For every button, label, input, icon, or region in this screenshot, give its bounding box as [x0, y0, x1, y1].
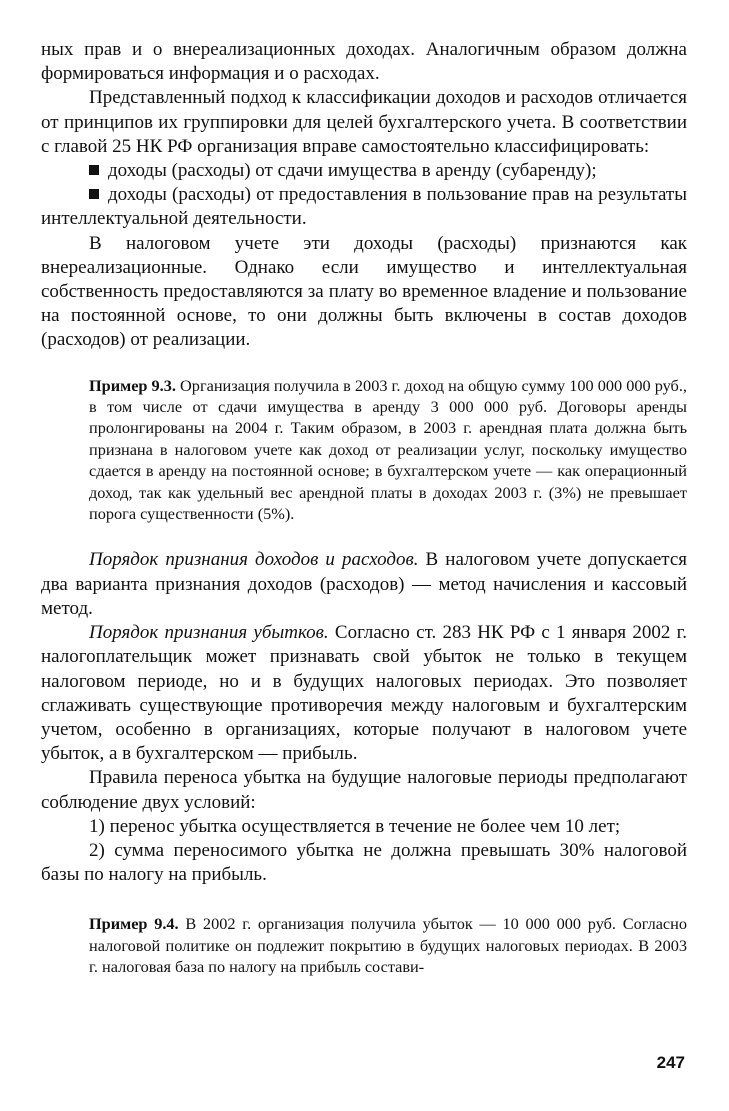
- section-heading-italic: Порядок признания убытков.: [89, 622, 329, 644]
- bullet-text: доходы (расходы) от предоставления в пользование прав на результаты интеллектуальной деятельности.: [41, 184, 687, 230]
- page-content: [41, 38, 687, 978]
- paragraph-classification: Представленный подход к классификации доходов и расходов отличается от принципов их группировки для целей бухгалтерского учета. В соответствии с главой 25 НК РФ организация вправе самостоятельно классифицировать:: [41, 87, 687, 157]
- bullet-icon: [89, 165, 99, 175]
- list-item-condition-1: 1) перенос убытка осуществляется в течение не более чем 10 лет;: [89, 815, 621, 837]
- bullet-item-rent: [41, 159, 687, 183]
- example-9-3: [41, 375, 687, 525]
- bullet-text: доходы (расходы) от сдачи имущества в аренду (субаренду);: [108, 160, 597, 182]
- paragraph-text: Согласно ст. 283 НК РФ с 1 января 2002 г. налогоплательщик может признавать свой убыток не только в текущем налоговом периоде, но и в будущих налоговых периодах. Это позволяет сглаживать существующие противоречия между налоговым и бухгалтерским учетом, особенно в организациях, которые получают в налоговом учете убыток, а в бухгалтерском — прибыль.: [41, 622, 687, 765]
- example-9-4: [41, 913, 687, 977]
- page-number: 247: [656, 1053, 685, 1072]
- paragraph-income-recognition: [41, 548, 687, 621]
- paragraph-loss-carryforward: Правила переноса убытка на будущие налоговые периоды предполагают соблюдение двух условий:: [41, 767, 687, 813]
- section-heading-italic: Порядок признания доходов и расходов.: [89, 549, 419, 571]
- paragraph-text: В налоговом учете допускается два варианта признания доходов (расходов) — метод начисления и кассовый метод.: [41, 549, 687, 619]
- example-text: В 2002 г. организация получила убыток — 10 000 000 руб. Согласно налоговой политике он подлежит покрытию в будущих налоговых периодах. В 2003 г. налоговая база по налогу на прибыль состави-: [89, 914, 687, 977]
- bullet-item-intellectual: [41, 183, 687, 231]
- paragraph-continuation: ных прав и о внереализационных доходах. Аналогичным образом должна формироваться информация и о расходах.: [41, 39, 687, 85]
- paragraph-tax-accounting: В налоговом учете эти доходы (расходы) признаются как внереализационные. Однако если имущество и интеллектуальная собственность предоставляются за плату во временное владение и пользование на постоянной основе, то они должны быть включены в состав доходов (расходов) от реализации.: [41, 232, 687, 351]
- list-item-condition-2: 2) сумма переносимого убытка не должна превышать 30% налоговой базы по налогу на прибыль.: [41, 839, 687, 886]
- paragraph-loss-recognition: [41, 621, 687, 766]
- example-label: Пример 9.4.: [89, 914, 179, 934]
- example-text: Организация получила в 2003 г. доход на общую сумму 100 000 000 руб., в том числе от сдачи имущества в аренду 3 000 000 руб. Договоры аренды пролонгированы на 2004 г. Таким образом, в 2003 г. арендная плата должна быть признана в налоговом учете как доход от реализации услуг, поскольку имущество сдается в аренду на постоянной основе; в бухгалтерском учете — как операционный доход, так как удельный вес арендной платы в доходах 2003 г. (3%) не превышает порога существенности (5%).: [89, 375, 687, 524]
- example-label: Пример 9.3.: [89, 375, 176, 395]
- bullet-icon: [89, 189, 99, 199]
